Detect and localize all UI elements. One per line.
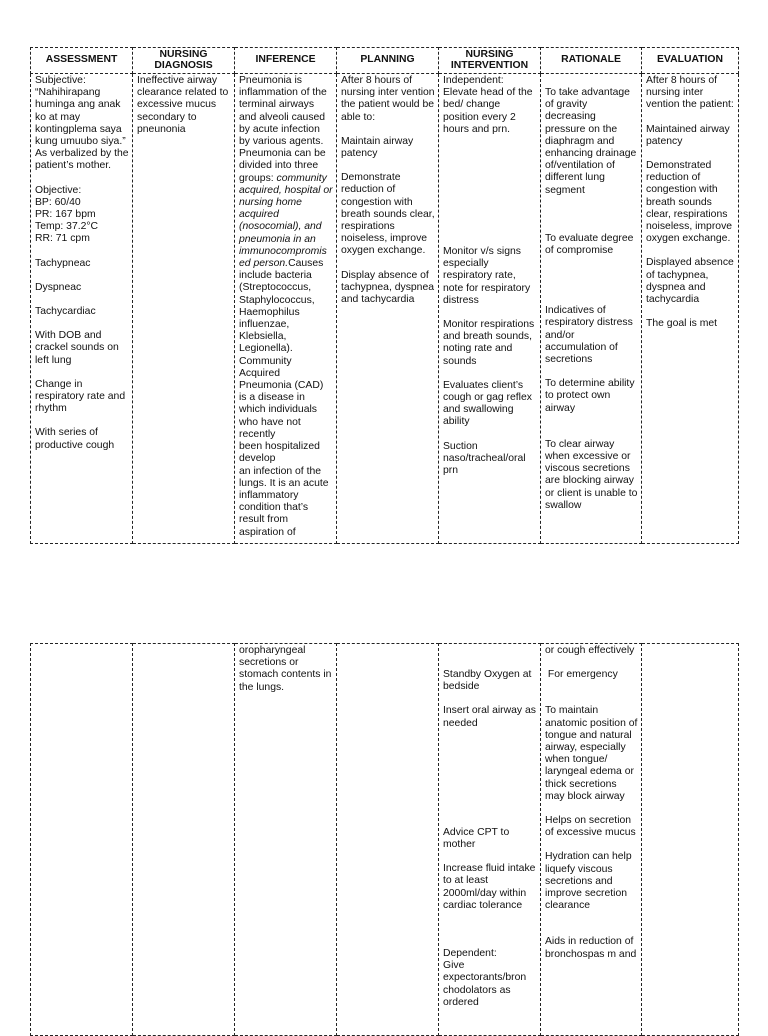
planning-goal-2: Demonstrate reduction of congestion with breath sounds clear, respirations noiseless, improve oxygen exchange. — [341, 172, 435, 257]
rationale-5: To clear airway when excessive or viscous secretions are blocking airway or client is unable to swallow — [545, 438, 638, 511]
planning-cell — [337, 74, 439, 544]
diagnosis-cell — [133, 74, 235, 544]
planning-goal-1: Maintain airway patency — [341, 135, 414, 160]
inference-italic: community acquired, hospital or nursing home acquired (nosocomial), and pneumonia in an immunocompromis ed person. — [239, 172, 333, 270]
header-rationale: RATIONALE — [541, 48, 642, 74]
intervention-fluid: Increase fluid intake to at least 2000ml/day within cardiac tolerance — [443, 863, 536, 911]
diagnosis-text: Ineffective airway clearance related to excessive mucus secondary to pneunonia — [137, 75, 229, 135]
rationale-1: To take advantage of gravity decreasing pressure on the diaphragm and enhancing drainage of/ventilation of different lung segment — [545, 87, 637, 196]
evaluation-cell-cont — [642, 644, 739, 1036]
table-row — [31, 74, 739, 544]
finding-dyspneac: Dyspneac — [35, 281, 82, 293]
intervention-cpt: Advice CPT to mother — [443, 826, 510, 851]
rationale-cough: or cough effectively — [545, 645, 635, 656]
inference-cell — [235, 74, 337, 544]
intervention-3: Monitor respirations and breath sounds, noting rate and sounds — [443, 319, 535, 367]
inference-part-a: Pneumonia is inflammation of the terminal airways and alveoli caused by acute infection by various agents. Pneumonia can be divided into three groups: — [239, 75, 327, 184]
intervention-dependent: Dependent: Give expectorants/bron chodolators as ordered — [443, 948, 527, 1008]
intervention-cell — [439, 74, 541, 544]
intervention-4: Evaluates client’s cough or gag reflex and swallowing ability — [443, 379, 532, 428]
evaluation-cell — [642, 74, 739, 544]
finding-respiratory-change: Change in respiratory rate and rhythm — [35, 378, 126, 415]
rationale-secretion: Helps on secretion of excessive mucus — [545, 815, 636, 839]
subjective-text: Subjective: “Nahihirapang huminga ang anak ko at may kontingplema saya kung umuubo siya.” As verbalized by the patient’s mother. — [35, 75, 129, 172]
intervention-5: Suction naso/tracheal/oral prn — [443, 440, 526, 477]
planning-cell-cont — [337, 644, 439, 1036]
evaluation-intro: After 8 hours of nursing inter vention the patient: — [646, 75, 734, 111]
diagnosis-cell-cont — [133, 644, 235, 1036]
planning-goal-3: Display absence of tachypnea, dyspnea and tachycardia — [341, 269, 435, 306]
assessment-cell — [31, 74, 133, 544]
rationale-airway: To maintain anatomic position of tongue and natural airway, especially when tongue/ laryngeal edema or thick secretions may block airway — [545, 705, 638, 802]
table-row — [31, 644, 739, 1036]
care-plan-table-page1 — [30, 47, 739, 544]
header-inference: INFERENCE — [235, 48, 337, 74]
inference-continued: oropharyngeal secretions or stomach contents in the lungs. — [239, 645, 332, 693]
rationale-bronchospasm: Aids in reduction of bronchospas m and — [545, 936, 637, 960]
objective-text: Objective: BP: 60/40 PR: 167 bpm Temp: 37.2°C RR: 71 cpm — [35, 184, 99, 245]
assessment-cell-cont — [31, 644, 133, 1036]
intervention-oral-airway: Insert oral airway as needed — [443, 705, 536, 729]
finding-dob: With DOB and crackel sounds on left lung — [35, 330, 119, 366]
rationale-4: To determine ability to protect own airway — [545, 378, 635, 414]
finding-tachypneac: Tachypneac — [35, 257, 91, 269]
finding-tachycardiac: Tachycardiac — [35, 306, 96, 318]
rationale-2: To evaluate degree of compromise — [545, 232, 634, 257]
inference-part-b: Causes include bacteria (Streptococcus, Staphylococcus, Haemophilus influenzae, Klebsiella, Legionella). Community Acquired Pneumonia (CAD) is a disease in which individuals who have not recently been hospitalized develop an infection of the lungs. It is an acute inflammatory condition that’s result from aspiration of — [239, 258, 329, 538]
rationale-hydration: Hydration can help liquefy viscous secretions and improve secretion clearance — [545, 851, 632, 912]
evaluation-2: Demonstrated reduction of congestion with breath sounds clear, respirations noiseless, improve oxygen exchange. — [646, 160, 733, 245]
rationale-emergency: For emergency — [545, 669, 618, 681]
header-planning: PLANNING — [337, 48, 439, 74]
inference-text — [239, 75, 333, 539]
header-row — [31, 48, 739, 74]
intervention-oxygen: Standby Oxygen at bedside — [443, 669, 532, 693]
rationale-3: Indicatives of respiratory distress and/or accumulation of secretions — [545, 305, 633, 366]
header-nursing-intervention: NURSING INTERVENTION — [439, 48, 541, 74]
evaluation-goal-met: The goal is met — [646, 318, 718, 330]
evaluation-1: Maintained airway patency — [646, 123, 730, 147]
inference-cell-cont — [235, 644, 337, 1036]
rationale-cell-cont — [541, 644, 642, 1036]
evaluation-3: Displayed absence of tachypnea, dyspnea and tachycardia — [646, 257, 734, 306]
header-evaluation: EVALUATION — [642, 48, 739, 74]
finding-cough: With series of productive cough — [35, 427, 115, 451]
intervention-2: Monitor v/s signs especially respiratory rate, note for respiratory distress — [443, 246, 531, 306]
care-plan-table-page2 — [30, 643, 739, 1036]
intervention-1: Independent: Elevate head of the bed/ change position every 2 hours and prn. — [443, 75, 533, 135]
intervention-cell-cont — [439, 644, 541, 1036]
rationale-cell — [541, 74, 642, 544]
header-nursing-diagnosis: NURSING DIAGNOSIS — [133, 48, 235, 74]
planning-intro: After 8 hours of nursing inter vention the patient would be able to: — [341, 75, 435, 123]
header-assessment: ASSESSMENT — [31, 48, 133, 74]
